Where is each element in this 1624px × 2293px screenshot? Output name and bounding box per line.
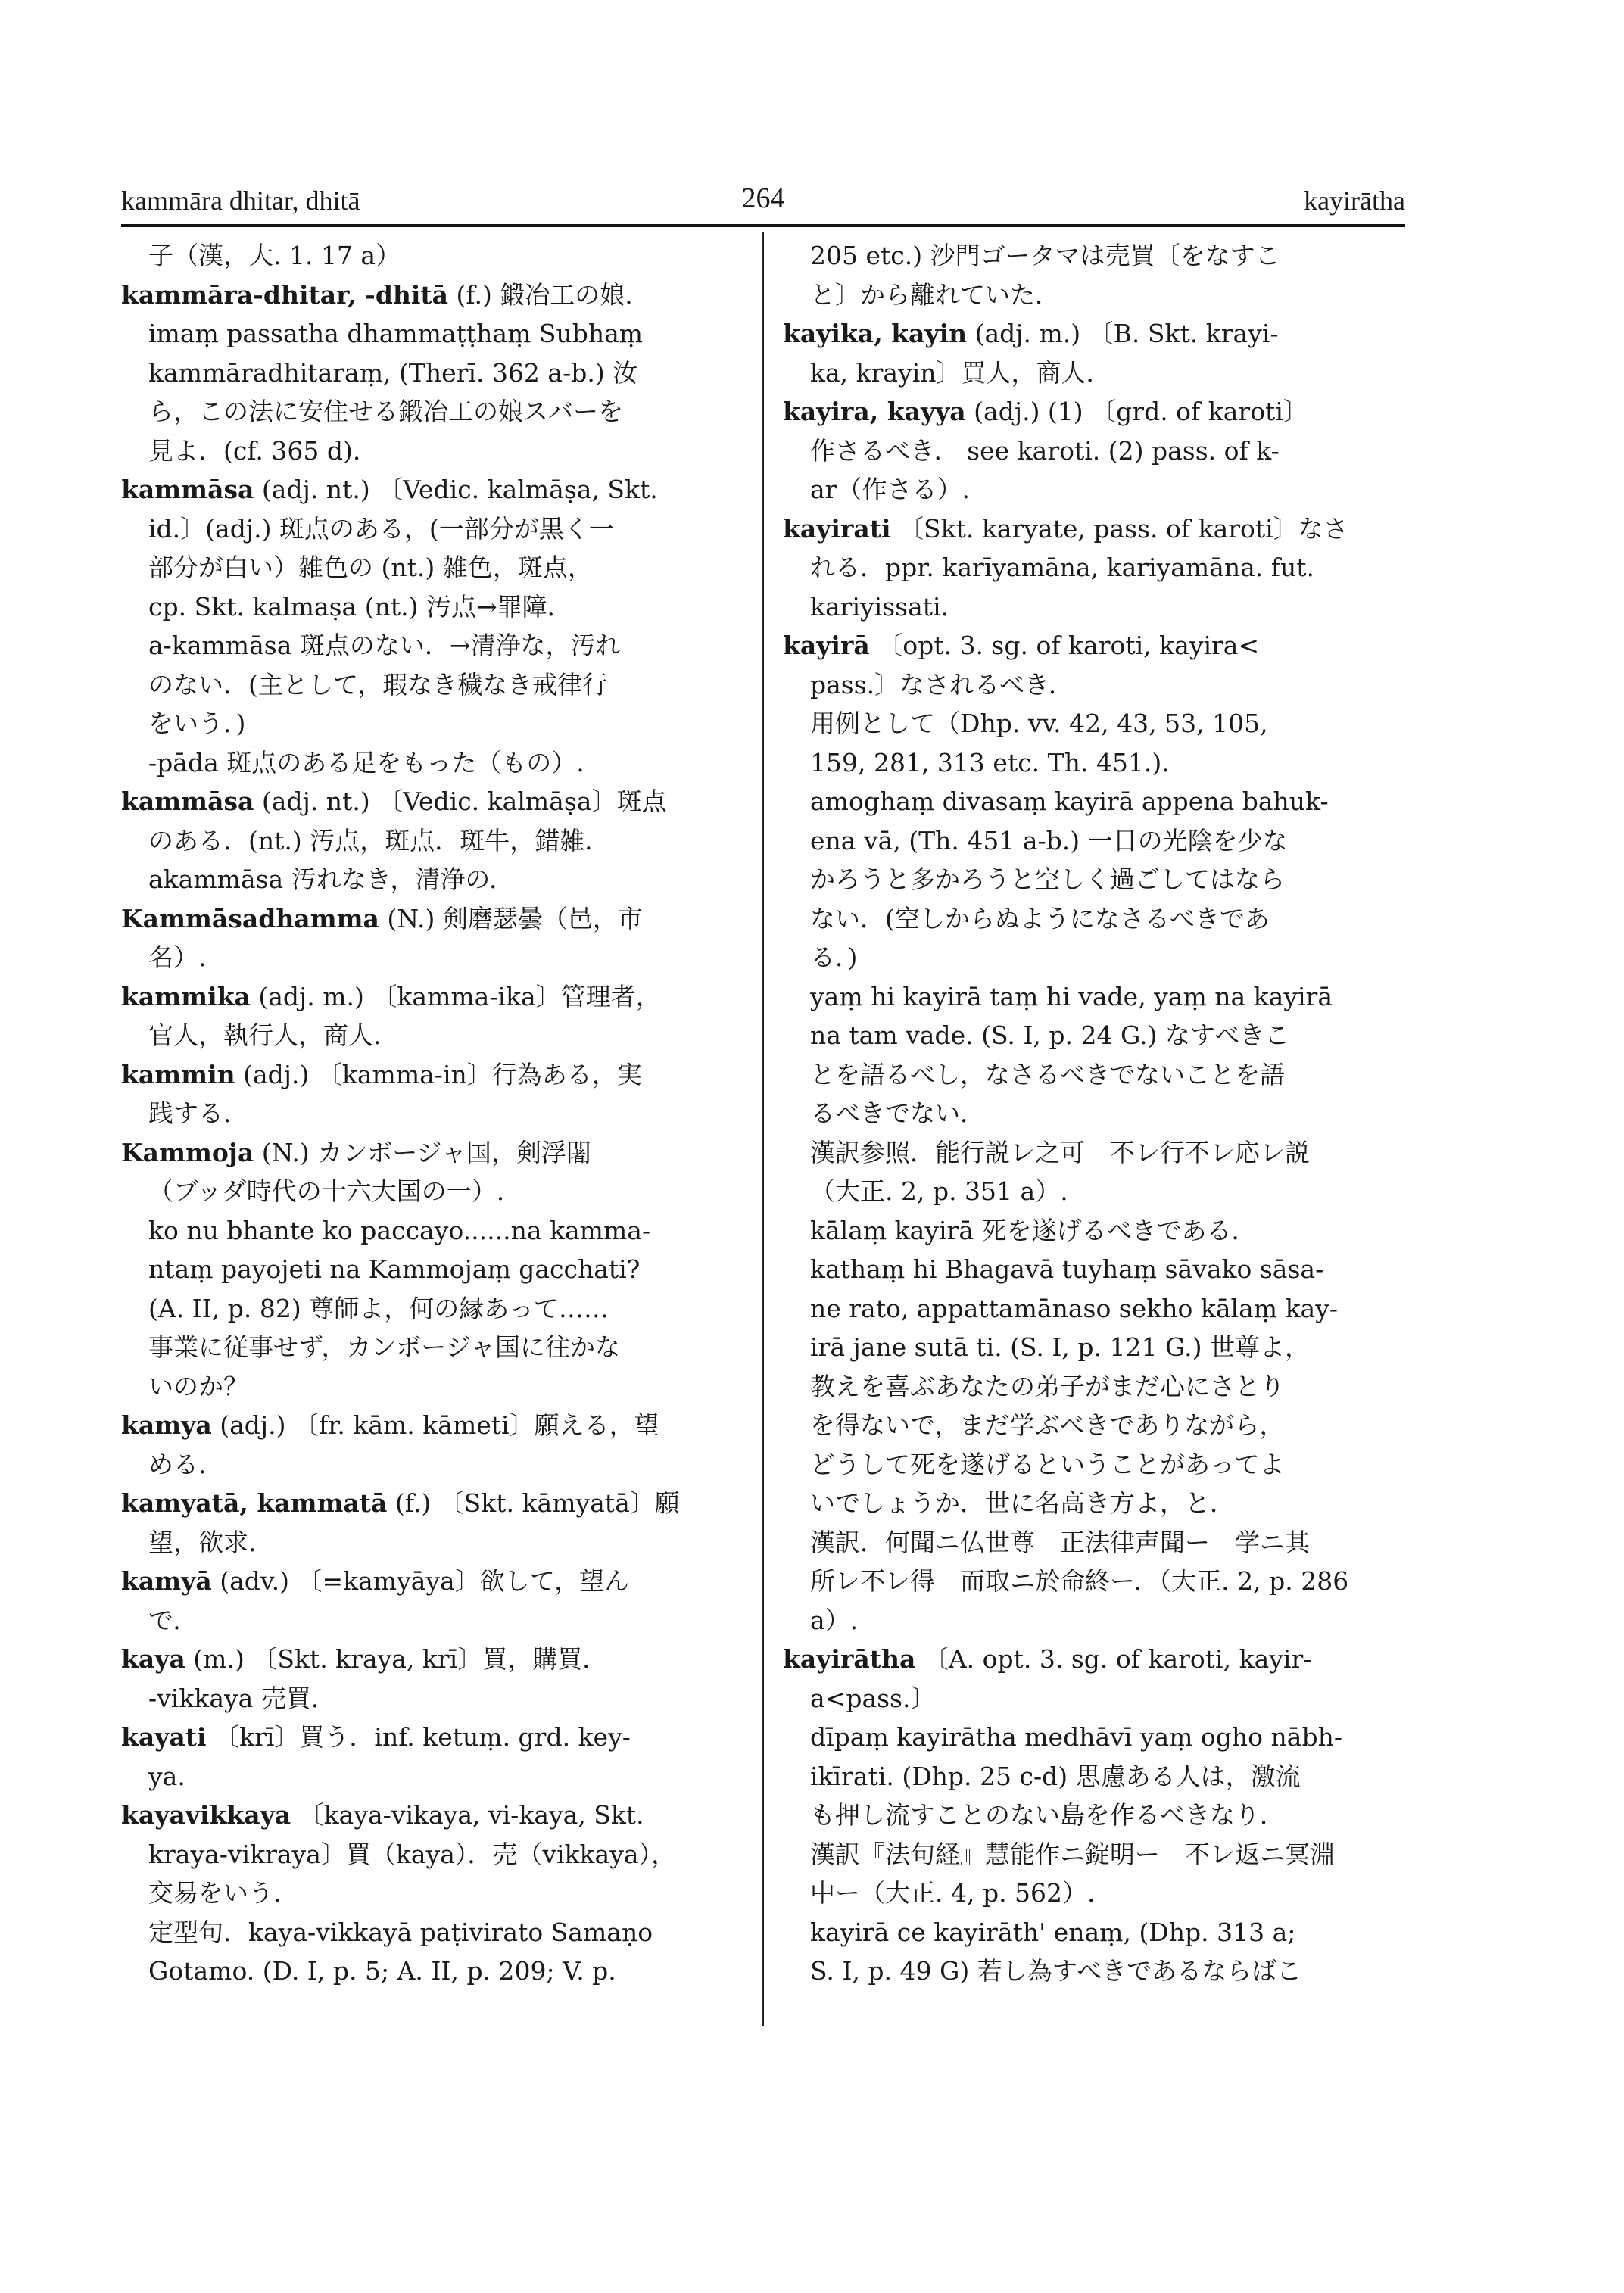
left-column-line: -vikkaya 売買． <box>148 1683 336 1713</box>
page-number: 264 <box>741 182 785 214</box>
left-column-line: をいう．) <box>148 709 246 738</box>
left-column-line: imaṃ passatha dhammaṭṭhaṃ Subhaṃ <box>148 319 644 348</box>
left-column-line: める． <box>148 1449 223 1479</box>
left-column <box>121 236 743 1991</box>
left-column-line: akammāsa 汚れなき，清浄の． <box>148 865 515 894</box>
left-column-line: いのか？ <box>148 1371 248 1401</box>
headword: kammāsa <box>121 787 254 816</box>
right-column-line: yaṃ hi kayirā taṃ hi vade, yaṃ na kayirā <box>810 981 1333 1011</box>
right-column-line: kayira, kayya (adj.) (1) 〔grd. of karoti〕 <box>783 397 1308 426</box>
right-column-line: pass.〕なされるべき． <box>810 669 1074 699</box>
right-column-line: 漢訳『法句経』慧能作ニ錠明ー 不レ返ニ冥淵 <box>810 1839 1335 1869</box>
left-column-line: cp. Skt. kalmaṣa (nt.) 汚点→罪障． <box>148 591 572 622</box>
header-left-guideword: kammāra dhitar, dhitā <box>121 185 360 216</box>
right-column-line: 作さるべき． see karoti. (2) pass. of k- <box>810 435 1280 466</box>
left-column-line: 望，欲求． <box>148 1527 273 1557</box>
right-column-line: 159, 281, 313 etc. Th. 451.). <box>810 747 1170 777</box>
left-column-line: kammāsa (adj. nt.) 〔Vedic. kalmāṣa, Skt. <box>121 475 658 504</box>
headword: kayirātha <box>783 1644 916 1674</box>
right-column-line: （大正. 2, p. 351 a）. <box>810 1176 1068 1206</box>
right-column-line: ar（作さる）. <box>810 475 970 504</box>
right-column-line: 中ー（大正. 4, p. 562）. <box>810 1878 1096 1908</box>
headword: kayirati <box>783 513 891 544</box>
right-column-line: ka, krayin〕買人，商人． <box>810 357 1111 388</box>
headword: kaya <box>121 1644 185 1674</box>
column-divider <box>762 232 764 2026</box>
left-column-line: kamya (adj.) 〔fr. kām. kāmeti〕願える，望 <box>121 1410 659 1440</box>
left-column-line: 践する． <box>148 1098 248 1128</box>
right-column-line: 教えを喜ぶあなたの弟子がまだ心にさとり <box>810 1371 1285 1401</box>
left-column-line: ntaṃ payojeti na Kammojaṃ gacchati? <box>148 1254 641 1284</box>
left-column-line: Kammoja (N.) カンボージャ国，剣浮闍 <box>121 1137 591 1167</box>
left-column-line: kraya-vikraya〕買（kaya）．売（vikkaya）， <box>148 1839 677 1869</box>
right-column-line: ena vā, (Th. 451 a-b.) 一日の光陰を少な <box>810 825 1288 855</box>
headword: kayavikkaya <box>121 1800 291 1830</box>
left-column-line: 名）. <box>148 942 207 972</box>
left-column-line: -pāda 斑点のある足をもった（もの）. <box>148 747 584 777</box>
headword: kayati <box>121 1722 207 1752</box>
right-column-line: を得ないで，まだ学ぶべきでありながら， <box>810 1410 1285 1440</box>
left-column-line: （ブッダ時代の十六大国の一）. <box>148 1176 505 1206</box>
right-column-line: も押し流すことのない島を作るべきなり． <box>810 1800 1285 1830</box>
headword: kammāsa <box>121 475 254 504</box>
left-column-line: Gotamo. (D. I, p. 5; A. II, p. 209; V. p. <box>148 1956 616 1986</box>
right-column-line: a<pass.〕 <box>810 1683 936 1713</box>
left-column-line: kammika (adj. m.) 〔kamma-ika〕管理者， <box>121 981 661 1011</box>
right-column-line: どうして死を遂げるということがあってよ <box>810 1449 1285 1479</box>
left-column-line: 交易をいう． <box>148 1878 298 1908</box>
left-column-line: a-kammāsa 斑点のない．→清浄な，汚れ <box>148 631 621 660</box>
right-column-line: a）. <box>810 1605 859 1635</box>
left-column-line: ya. <box>148 1761 185 1791</box>
right-column-line: ne rato, appattamānaso sekho kālaṃ kay- <box>810 1293 1339 1323</box>
left-column-line: 部分が白い）雑色の (nt.) 雑色，斑点， <box>148 553 593 582</box>
left-column-line: kaya (m.) 〔Skt. kraya, krī〕買，購買． <box>121 1644 608 1674</box>
right-column-line: kayika, kayin (adj. m.) 〔B. Skt. krayi- <box>783 319 1279 348</box>
left-column-line: のない．(主として，瑕なき穢なき戒律行 <box>148 669 608 699</box>
left-column-line: kammāsa (adj. nt.) 〔Vedic. kalmāṣa〕斑点 <box>121 787 667 816</box>
header-right-guideword: kayirātha <box>1304 185 1405 216</box>
left-column-line: ら，この法に安住せる鍛冶工の娘スバーを <box>148 397 623 426</box>
left-column-line: kayavikkaya 〔kaya-vikaya, vi-kaya, Skt. <box>121 1800 644 1830</box>
right-column-line: kayirā ce kayirāth' enaṃ, (Dhp. 313 a; <box>810 1917 1296 1947</box>
left-column-line: で． <box>148 1605 198 1635</box>
left-column-line: kammin (adj.) 〔kamma-in〕行為ある，実 <box>121 1059 642 1089</box>
right-column-line: る．) <box>810 942 858 972</box>
right-column-line: 205 etc.) 沙門ゴータマは売買〔をなすこ <box>810 241 1280 270</box>
right-column-line: kayirati 〔Skt. karyate, pass. of karoti〕なさ <box>783 513 1348 544</box>
left-column-line: kamyā (adv.) 〔=kamyāya〕欲して，望ん <box>121 1566 630 1596</box>
right-column-line: irā jane sutā ti. (S. I, p. 121 G.) 世尊よ， <box>810 1332 1310 1362</box>
headword: kamya <box>121 1410 212 1440</box>
headword: kamyatā, kammatā <box>121 1488 388 1518</box>
right-column-line: na tam vade. (S. I, p. 24 G.) なすべきこ <box>810 1020 1290 1050</box>
right-column-line: れる．ppr. karīyamāna, kariyamāna. fut. <box>810 553 1314 582</box>
right-column-line: kariyissati. <box>810 591 949 622</box>
headword: kayika, kayin <box>783 319 968 348</box>
right-column-line: ikīrati. (Dhp. 25 c-d) 思慮ある人は，激流 <box>810 1761 1301 1791</box>
right-column-line: 漢訳．何聞ニ仏世尊 正法律声聞ー 学ニ其 <box>810 1527 1310 1557</box>
running-header <box>121 182 1405 221</box>
right-column-line: ない．(空しからぬようになさるべきであ <box>810 903 1270 933</box>
right-column-line: と〕から離れていた． <box>810 279 1060 310</box>
right-column-line: かろうと多かろうと空しく過ごしてはなら <box>810 865 1285 894</box>
left-column-line: 官人，執行人，商人． <box>148 1020 398 1050</box>
right-column-line: 用例として（Dhp. vv. 42, 43, 53, 105, <box>810 709 1268 738</box>
right-column-line: 漢訳参照．能行説レ之可 不レ行不レ応レ説 <box>810 1137 1310 1167</box>
left-column-line: のある．(nt.) 汚点，斑点．斑牛，錯雑． <box>148 825 610 855</box>
right-column-line: kathaṃ hi Bhagavā tuyhaṃ sāvako sāsa- <box>810 1254 1324 1284</box>
right-column-line: るべきでない． <box>810 1098 985 1128</box>
headword: kayirā <box>783 631 870 660</box>
right-column <box>783 236 1405 1991</box>
headword: kamyā <box>121 1566 212 1596</box>
header-rule <box>121 224 1405 227</box>
left-column-line: kammāradhitaraṃ, (Therī. 362 a-b.) 汝 <box>148 357 638 388</box>
left-column-line: kamyatā, kammatā (f.) 〔Skt. kāmyatā〕願 <box>121 1488 680 1518</box>
left-column-line: kayati 〔krī〕買う．inf. ketuṃ. grd. key- <box>121 1722 631 1752</box>
left-column-line: 子（漢，大. 1. 17 a） <box>148 241 401 270</box>
right-column-line: とを語るべし，なさるべきでないことを語 <box>810 1059 1285 1089</box>
headword: kammin <box>121 1059 235 1089</box>
left-column-line: 事業に従事せず，カンボージャ国に往かな <box>148 1332 621 1362</box>
left-column-line: ko nu bhante ko paccayo......na kamma- <box>148 1215 651 1245</box>
right-column-line: kālaṃ kayirā 死を遂げるべきである． <box>810 1215 1257 1245</box>
left-column-line: Kammāsadhamma (N.) 剣磨瑟曇（邑，市 <box>121 903 643 933</box>
headword: kammāra-dhitar, -dhitā <box>121 279 449 310</box>
left-column-line: 定型句．kaya-vikkayā paṭivirato Samaṇo <box>148 1917 653 1947</box>
left-column-line: id.〕(adj.) 斑点のある，(一部分が黒く一 <box>148 513 614 544</box>
headword: Kammāsadhamma <box>121 903 379 933</box>
left-column-line: 見よ．(cf. 365 d). <box>148 435 361 466</box>
right-column-line: amoghaṃ divasaṃ kayirā appena bahuk- <box>810 787 1329 816</box>
right-column-line: kayirā 〔opt. 3. sg. of karoti, kayira< <box>783 631 1260 660</box>
right-column-line: kayirātha 〔A. opt. 3. sg. of karoti, kayir- <box>783 1644 1312 1674</box>
right-column-line: S. I, p. 49 G) 若し為すべきであるならばこ <box>810 1956 1302 1986</box>
headword: kayira, kayya <box>783 397 966 426</box>
left-column-line: kammāra-dhitar, -dhitā (f.) 鍛冶工の娘. <box>121 279 633 310</box>
right-column-line: 所レ不レ得 而取ニ於命終ー．（大正. 2, p. 286 <box>810 1566 1349 1596</box>
right-column-line: いでしょうか．世に名高き方よ，と． <box>810 1488 1235 1518</box>
left-column-line: (A. II, p. 82) 尊師よ，何の縁あって…… <box>148 1293 609 1323</box>
right-column-line: dīpaṃ kayirātha medhāvī yaṃ ogho nābh- <box>810 1722 1342 1752</box>
headword: Kammoja <box>121 1137 254 1167</box>
headword: kammika <box>121 981 251 1011</box>
